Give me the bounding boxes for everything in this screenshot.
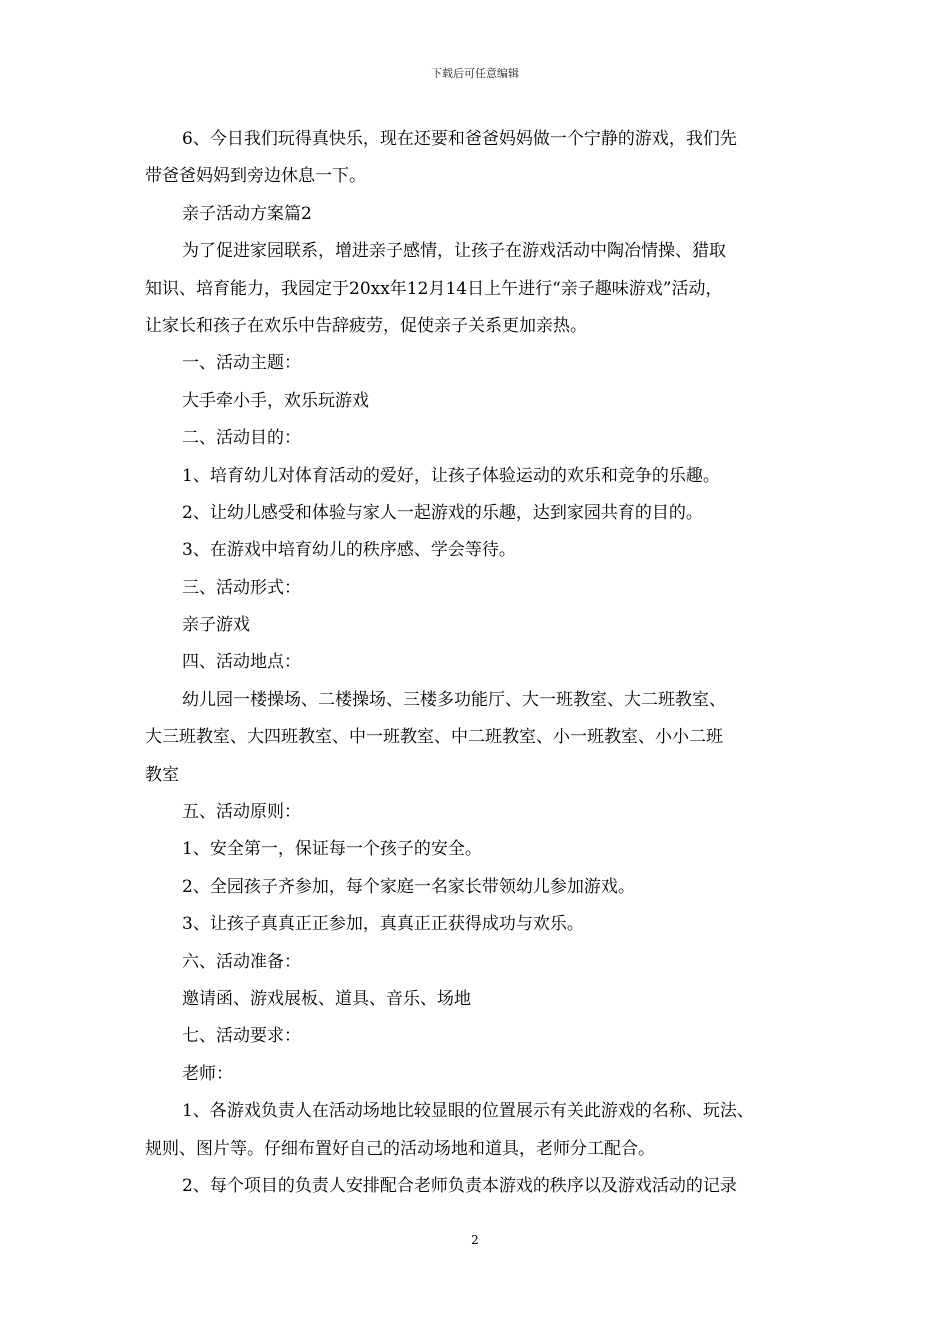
text-line-20: 1、安全第一，保证每一个孩子的安全。 bbox=[182, 839, 482, 860]
text-line-28: 规则、图片等。仔细布置好自己的活动场地和道具，老师分工配合。 bbox=[145, 1138, 655, 1159]
text-line-24: 邀请函、游戏展板、道具、音乐、场地 bbox=[182, 988, 471, 1009]
page-header: 下载后可任意编辑 bbox=[431, 67, 519, 80]
text-line-16: 幼儿园一楼操场、二楼操场、三楼多功能厅、大一班教室、大二班教室、 bbox=[182, 689, 726, 710]
text-line-17: 大三班教室、大四班教室、中一班教室、中二班教室、小一班教室、小小二班 bbox=[145, 727, 723, 748]
text-line-11: 2、让幼儿感受和体验与家人一起游戏的乐趣，达到家园共育的目的。 bbox=[182, 502, 703, 523]
text-line-15: 四、活动地点： bbox=[182, 652, 301, 673]
text-line-21: 2、全园孩子齐参加，每个家庭一名家长带领幼儿参加游戏。 bbox=[182, 876, 635, 897]
text-line-19: 五、活动原则： bbox=[182, 802, 301, 823]
text-line-6: 让家长和孩子在欢乐中告辞疲劳，促使亲子关系更加亲热。 bbox=[145, 315, 587, 336]
text-line-2: 带爸爸妈妈到旁边休息一下。 bbox=[145, 166, 366, 187]
text-line-10: 1、培育幼儿对体育活动的爱好，让孩子体验运动的欢乐和竞争的乐趣。 bbox=[182, 465, 720, 486]
text-line-29: 2、每个项目的负责人安排配合老师负责本游戏的秩序以及游戏活动的记录 bbox=[182, 1175, 737, 1196]
text-line-18: 教室 bbox=[145, 764, 179, 785]
document-body bbox=[145, 121, 810, 1205]
text-line-1: 6、今日我们玩得真快乐，现在还要和爸爸妈妈做一个宁静的游戏，我们先 bbox=[182, 129, 737, 149]
text-line-27: 1、各游戏负责人在活动场地比较显眼的位置展示有关此游戏的名称、玩法、 bbox=[182, 1101, 754, 1122]
text-line-9: 二、活动目的： bbox=[182, 428, 301, 449]
text-line-7: 一、活动主题： bbox=[182, 353, 301, 374]
section-title: 亲子活动方案篇2 bbox=[182, 203, 312, 224]
text-line-23: 六、活动准备： bbox=[182, 951, 301, 972]
text-line-14: 亲子游戏 bbox=[182, 615, 250, 636]
text-line-13: 三、活动形式： bbox=[182, 577, 301, 598]
text-line-5: 知识、培育能力，我园定于20xx年12月14日上午进行“亲子趣味游戏”活动， bbox=[145, 278, 723, 299]
page-number: 2 bbox=[471, 1233, 479, 1247]
text-line-12: 3、在游戏中培育幼儿的秩序感、学会等待。 bbox=[182, 540, 516, 561]
text-line-25: 七、活动要求： bbox=[182, 1026, 301, 1047]
text-line-22: 3、让孩子真真正正参加，真真正正获得成功与欢乐。 bbox=[182, 914, 584, 935]
text-line-8: 大手牵小手，欢乐玩游戏 bbox=[182, 390, 369, 411]
text-line-4: 为了促进家园联系，增进亲子感情，让孩子在游戏活动中陶冶情操、猎取 bbox=[182, 241, 726, 262]
text-line-26: 老师： bbox=[182, 1063, 233, 1084]
